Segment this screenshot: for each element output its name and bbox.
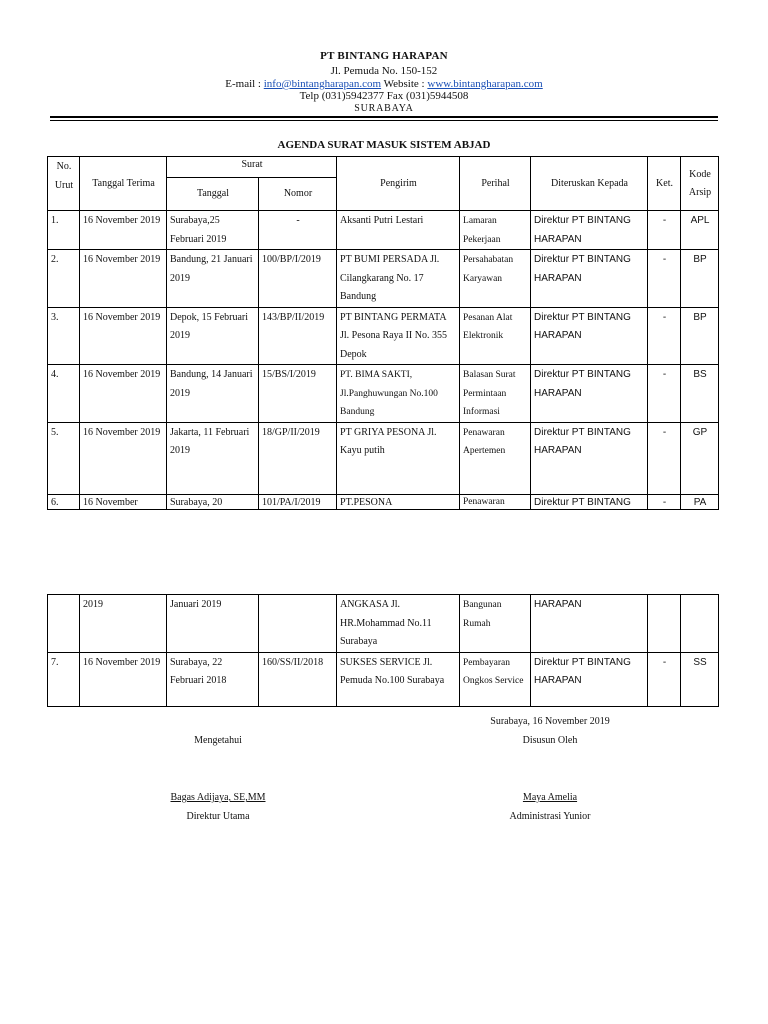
- cell-kode: SS: [681, 652, 719, 706]
- cell-perihal: Penawaran Apertemen: [460, 422, 531, 494]
- cell-perihal: Balasan Surat Permintaan Informasi: [460, 365, 531, 423]
- cell-terima: 16 November 2019: [80, 365, 167, 423]
- cell-nomor: 143/BP/II/2019: [259, 307, 337, 365]
- right-signer-name: [450, 792, 650, 803]
- agenda-table: [47, 156, 719, 510]
- cell-no: 4.: [48, 365, 80, 423]
- table-row: [48, 307, 719, 365]
- header-divider-thick: [50, 116, 718, 118]
- header-kode-arsip: Kode Arsip: [681, 157, 719, 211]
- cell-no: 5.: [48, 422, 80, 494]
- cell-pengirim: PT BUMI PERSADA Jl. Cilangkarang No. 17 Bandung: [337, 250, 460, 308]
- cell-tanggal: Bandung, 21 Januari 2019: [167, 250, 259, 308]
- cell-no: 7.: [48, 652, 80, 706]
- cell-perihal: Bangunan Rumah: [460, 595, 531, 653]
- header-surat: Surat: [167, 157, 337, 178]
- agenda-table-continued: [47, 594, 719, 707]
- cell-diteruskan: Direktur PT BINTANG HARAPAN: [531, 211, 648, 250]
- cell-terima: 16 November 2019: [80, 250, 167, 308]
- cell-no: 3.: [48, 307, 80, 365]
- cell-ket: -: [648, 307, 681, 365]
- cell-kode: PA: [681, 494, 719, 509]
- header-no-urut: No. Urut: [48, 157, 80, 211]
- table-row: [48, 494, 719, 509]
- cell-tanggal: Jakarta, 11 Februari 2019: [167, 422, 259, 494]
- table-row: [48, 595, 719, 653]
- cell-kode: BS: [681, 365, 719, 423]
- cell-ket: -: [648, 365, 681, 423]
- cell-diteruskan: Direktur PT BINTANG HARAPAN: [531, 365, 648, 423]
- cell-pengirim: PT BINTANG PERMATA Jl. Pesona Raya II No. 355 Depok: [337, 307, 460, 365]
- cell-pengirim: PT GRIYA PESONA Jl. Kayu putih: [337, 422, 460, 494]
- table-row: [48, 422, 719, 494]
- cell-tanggal: Januari 2019: [167, 595, 259, 653]
- cell-perihal: Pesanan Alat Elektronik: [460, 307, 531, 365]
- cell-terima: 16 November 2019: [80, 211, 167, 250]
- cell-nomor: 160/SS/II/2018: [259, 652, 337, 706]
- header-diteruskan: Diteruskan Kepada: [531, 157, 648, 211]
- website-link[interactable]: www.bintangharapan.com: [427, 78, 543, 90]
- phone-fax: Telp (031)5942377 Fax (031)5944508: [299, 90, 469, 102]
- header-tanggal-terima: Tanggal Terima: [80, 157, 167, 211]
- cell-pengirim: PT. BIMA SAKTI, Jl.Panghuwungan No.100 Bandung: [337, 365, 460, 423]
- contact-line: [0, 78, 768, 90]
- cell-pengirim: SUKSES SERVICE Jl. Pemuda No.100 Surabaya: [337, 652, 460, 706]
- cell-nomor: 18/GP/II/2019: [259, 422, 337, 494]
- right-signer-title: Administrasi Yunior: [509, 811, 591, 822]
- table-row: [48, 365, 719, 423]
- cell-terima: 16 November: [80, 494, 167, 509]
- cell-kode: APL: [681, 211, 719, 250]
- cell-ket: [648, 595, 681, 653]
- cell-diteruskan: HARAPAN: [531, 595, 648, 653]
- cell-nomor: 100/BP/I/2019: [259, 250, 337, 308]
- header-tanggal: Tanggal: [167, 178, 259, 211]
- right-signer-name-text: Maya Amelia: [522, 792, 578, 803]
- cell-pengirim: ANGKASA Jl. HR.Mohammad No.11 Surabaya: [337, 595, 460, 653]
- cell-no: 6.: [48, 494, 80, 509]
- cell-no: [48, 595, 80, 653]
- cell-ket: -: [648, 494, 681, 509]
- place-date: Surabaya, 16 November 2019: [490, 716, 610, 727]
- header-pengirim: Pengirim: [337, 157, 460, 211]
- cell-perihal: Pembayaran Ongkos Service: [460, 652, 531, 706]
- cell-kode: BP: [681, 307, 719, 365]
- cell-perihal: Penawaran: [460, 494, 531, 509]
- cell-tanggal: Surabaya, 22 Februari 2018: [167, 652, 259, 706]
- cell-diteruskan: Direktur PT BINTANG HARAPAN: [531, 652, 648, 706]
- cell-pengirim: Aksanti Putri Lestari: [337, 211, 460, 250]
- header-divider-thin: [50, 120, 718, 121]
- cell-terima: 2019: [80, 595, 167, 653]
- cell-nomor: 101/PA/I/2019: [259, 494, 337, 509]
- cell-nomor: [259, 595, 337, 653]
- company-name: PT BINTANG HARAPAN: [320, 50, 448, 62]
- cell-ket: -: [648, 250, 681, 308]
- cell-tanggal: Surabaya, 20: [167, 494, 259, 509]
- cell-perihal: Persahabatan Karyawan: [460, 250, 531, 308]
- company-address: Jl. Pemuda No. 150-152: [330, 65, 438, 77]
- table-row: [48, 652, 719, 706]
- cell-ket: -: [648, 211, 681, 250]
- cell-nomor: -: [259, 211, 337, 250]
- header-ket: Ket.: [648, 157, 681, 211]
- cell-diteruskan: Direktur PT BINTANG HARAPAN: [531, 250, 648, 308]
- email-link[interactable]: info@bintangharapan.com: [263, 78, 382, 90]
- cell-kode: GP: [681, 422, 719, 494]
- header-perihal: Perihal: [460, 157, 531, 211]
- cell-pengirim: PT.PESONA: [337, 494, 460, 509]
- table-row: [48, 250, 719, 308]
- cell-terima: 16 November 2019: [80, 422, 167, 494]
- cell-perihal: Lamaran Pekerjaan: [460, 211, 531, 250]
- cell-diteruskan: Direktur PT BINTANG HARAPAN: [531, 422, 648, 494]
- cell-nomor: 15/BS/I/2019: [259, 365, 337, 423]
- cell-terima: 16 November 2019: [80, 652, 167, 706]
- cell-ket: -: [648, 652, 681, 706]
- email-label: E-mail :: [225, 78, 264, 90]
- left-signer-title: Direktur Utama: [186, 811, 250, 822]
- right-signature-label: Disusun Oleh: [522, 735, 578, 746]
- cell-no: 2.: [48, 250, 80, 308]
- header-nomor: Nomor: [259, 178, 337, 211]
- website-label: Website :: [381, 78, 428, 90]
- document-title: AGENDA SURAT MASUK SISTEM ABJAD: [277, 139, 491, 151]
- left-signature-label: Mengetahui: [194, 735, 242, 746]
- cell-terima: 16 November 2019: [80, 307, 167, 365]
- left-signer-name-text: Bagas Adijaya, SE,MM: [170, 792, 266, 803]
- cell-tanggal: Depok, 15 Februari 2019: [167, 307, 259, 365]
- cell-ket: -: [648, 422, 681, 494]
- cell-diteruskan: Direktur PT BINTANG HARAPAN: [531, 307, 648, 365]
- cell-kode: [681, 595, 719, 653]
- cell-tanggal: Bandung, 14 Januari 2019: [167, 365, 259, 423]
- company-city: SURABAYA: [354, 103, 414, 114]
- cell-tanggal: Surabaya,25 Februari 2019: [167, 211, 259, 250]
- left-signer-name: [118, 792, 318, 803]
- table-row: [48, 211, 719, 250]
- cell-no: 1.: [48, 211, 80, 250]
- cell-kode: BP: [681, 250, 719, 308]
- cell-diteruskan: Direktur PT BINTANG: [531, 494, 648, 509]
